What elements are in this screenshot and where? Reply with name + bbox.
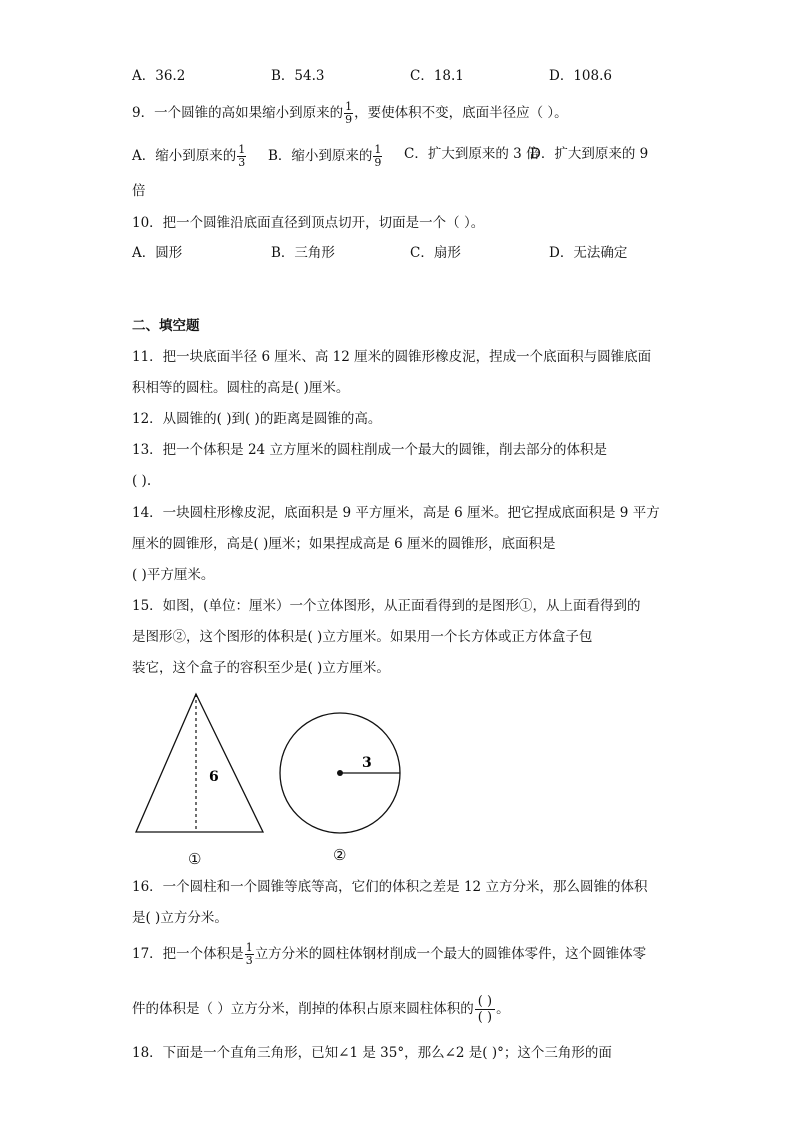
q9-option-a-text: A．缩小到原来的 [132,148,237,164]
q10-option-b: B．三角形 [271,245,335,261]
q9-question [132,101,568,126]
circle-figure [280,713,400,833]
q8-option-b: B．54.3 [271,68,325,84]
q17-text-end: 立方分米的圆柱体钢材削成一个最大的圆锥体零件，这个圆锥体零 [254,946,647,962]
section-heading: 二、填空题 [132,318,200,334]
triangle-outline [136,694,263,832]
q14-line-3: ( )平方厘米。 [132,567,215,583]
q9-option-b-text: B．缩小到原来的 [268,148,373,164]
q9-option-c: C．扩大到原来的 3 倍 [404,146,540,162]
q9-option-a [132,144,247,169]
q8-option-d: D．108.6 [549,68,612,84]
q17-answer-fraction [475,994,495,1025]
q16-line-1: 16．一个圆柱和一个圆锥等底等高，它们的体积之差是 12 立方分米，那么圆锥的体积 [132,879,648,895]
triangle-height-label: 6 [209,769,219,785]
q8-option-a: A．36.2 [132,68,186,84]
circle-radius-label: 3 [362,755,372,771]
q9-option-a-fraction [237,144,246,169]
q9-option-a-den: 3 [238,156,246,169]
q17-line-2-text: 件的体积是（ ）立方分米，削掉的体积占原来圆柱体积的 [132,1001,474,1017]
figure-1-label: ① [188,850,202,868]
q9-text-start: 9．一个圆锥的高如果缩小到原来的 [132,105,344,121]
q9-fraction [344,101,353,126]
q9-text-end: ，要使体积不变，底面半径应（ ）。 [354,105,568,121]
q13-line-2: ( ). [132,473,152,489]
q15-line-3: 装它，这个盒子的容积至少是( )立方厘米。 [132,660,390,676]
q17-line-2 [132,994,510,1025]
q17-fraction [245,942,254,967]
q14-line-2: 厘米的圆锥形，高是( )厘米；如果捏成高是 6 厘米的圆锥形，底面积是 [132,536,556,552]
q9-option-a-num: 1 [238,143,246,156]
q9-option-d-continued: 倍 [132,183,146,199]
q9-option-b-fraction [373,144,382,169]
q17-line-2-end: 。 [496,1001,510,1017]
q17-answer-numerator-blank: ( ) [475,994,495,1010]
q9-option-b-num: 1 [374,143,382,156]
q17-text-start: 17．把一个体积是 [132,946,244,962]
q9-option-d: D．扩大到原来的 9 [530,146,649,162]
q9-fraction-denominator: 9 [345,113,353,126]
q9-option-b [268,144,383,169]
q12-line-1: 12．从圆锥的( )到( )的距离是圆锥的高。 [132,411,382,427]
q9-fraction-numerator: 1 [345,100,353,113]
triangle-figure [136,694,263,832]
q8-option-c: C．18.1 [410,68,464,84]
q10-option-a: A．圆形 [132,245,183,261]
q9-option-b-den: 9 [374,156,382,169]
q17-fraction-numerator: 1 [245,941,253,954]
q13-line-1: 13．把一个体积是 24 立方厘米的圆柱削成一个最大的圆锥，削去部分的体积是 [132,442,607,458]
circle-center-dot [337,770,343,776]
q15-line-1: 15．如图，(单位：厘米）一个立体图形，从正面看得到的是图形①，从上面看得到的 [132,598,641,614]
q10-option-c: C．扇形 [410,245,461,261]
q17-fraction-denominator: 3 [245,954,253,967]
q10-option-d: D．无法确定 [549,245,628,261]
q16-line-2: 是( )立方分米。 [132,910,228,926]
q17-answer-denominator-blank: ( ) [477,1010,493,1025]
q17-line-1 [132,942,646,967]
q11-line-2: 积相等的圆柱。圆柱的高是( )厘米。 [132,380,350,396]
q11-line-1: 11．把一块底面半径 6 厘米、高 12 厘米的圆锥形橡皮泥，捏成一个底面积与圆锥底面 [132,349,652,365]
q15-figures [130,688,420,838]
q15-line-2: 是图形②，这个图形的体积是( )立方厘米。如果用一个长方体或正方体盒子包 [132,629,593,645]
q14-line-1: 14．一块圆柱形橡皮泥，底面积是 9 平方厘米，高是 6 厘米。把它捏成底面积是 9 平方 [132,505,660,521]
figure-2-label: ② [333,846,347,864]
q10-question: 10．把一个圆锥沿底面直径到顶点切开，切面是一个（ ）。 [132,215,485,231]
q18-line-1: 18．下面是一个直角三角形，已知∠1 是 35°，那么∠2 是( )°；这个三角形的面 [132,1045,612,1061]
